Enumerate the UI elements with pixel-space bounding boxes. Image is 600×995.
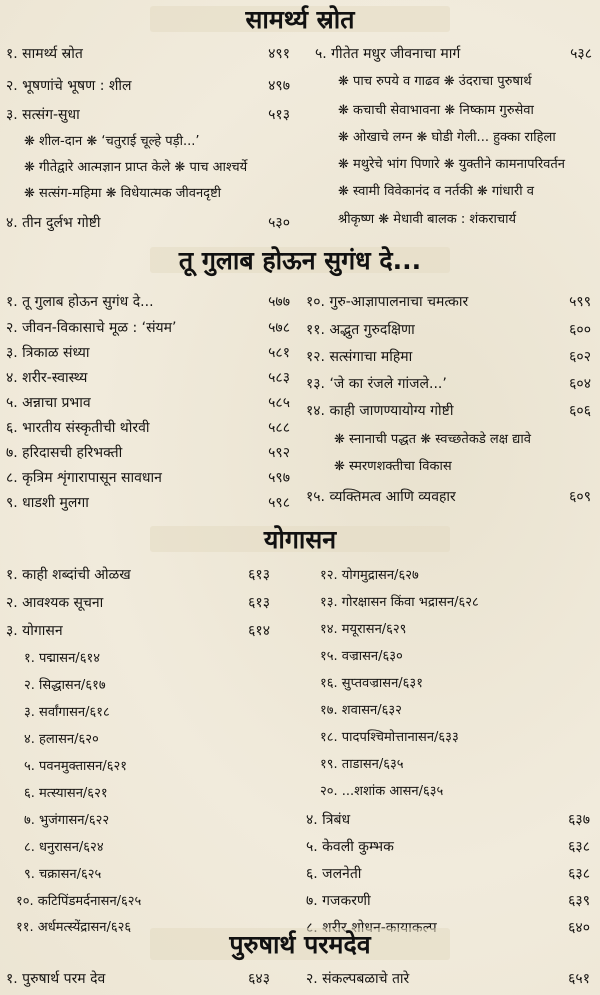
page-number: ५९२ (268, 445, 290, 461)
page-number: ५८३ (268, 370, 290, 386)
toc-subentry: १५. वज्रासन/६३० (320, 649, 403, 664)
toc-subentry: १९. ताडासन/६३५ (320, 757, 404, 772)
page-number: ६५१ (568, 971, 590, 987)
page-number: ५८८ (268, 420, 290, 436)
section-heading: सामर्थ्य स्रोत (0, 2, 600, 36)
toc-subentry: श्रीकृष्ण ❋ मेधावी बालक : शंकराचार्य (338, 212, 517, 227)
toc-entry: २. संकल्पबळाचे तारे (306, 971, 410, 987)
toc-subentry: १०. कटिपिंडमर्दनासन/६२५ (16, 894, 142, 909)
page-number: ६३८ (568, 839, 590, 855)
toc-subentry: ५. पवनमुक्तासन/६२१ (24, 759, 128, 774)
toc-subentry: ❋ सत्संग-महिमा ❋ विधेयात्मक जीवनदृष्टी (24, 186, 222, 201)
toc-subentry: ३. सर्वांगासन/६१८ (24, 705, 110, 720)
page-number: ६३७ (568, 812, 590, 828)
toc-subentry: ❋ पाच रुपये व गाढव ❋ उंदराचा पुरुषार्थ (338, 74, 532, 89)
toc-subentry: ❋ मथुरेचे भांग पिणारे ❋ युक्तीने कामनापरिवर्तन (338, 157, 566, 172)
toc-subentry: ४. हलासन/६२० (24, 732, 99, 747)
page-number: ६०९ (569, 489, 591, 505)
toc-entry: १५. व्यक्तिमत्व आणि व्यवहार (306, 489, 456, 505)
toc-entry: १. तू गुलाब होऊन सुगंध दे... (6, 294, 154, 310)
page-number: ६१३ (248, 595, 270, 611)
toc-entry: १. पुरुषार्थ परम देव (6, 971, 106, 987)
toc-entry: २. जीवन-विकासाचे मूळ : ‘संयम’ (6, 320, 177, 336)
toc-subentry: ११. अर्धमत्स्येंद्रासन/६२६ (16, 920, 132, 935)
page-number: ६४३ (248, 971, 270, 987)
page-number: ४९१ (268, 46, 290, 62)
toc-subentry: ❋ स्नानाची पद्धत ❋ स्वच्छतेकडे लक्ष द्यावे (334, 432, 531, 447)
page-number: ५३८ (570, 46, 592, 62)
toc-entry: ८. कृत्रिम शृंगारापासून सावधान (6, 470, 162, 486)
page-number: ५९७ (268, 470, 290, 486)
page-number: ६३८ (568, 866, 590, 882)
toc-entry: ७. गजकरणी (306, 893, 371, 909)
toc-subentry: २. सिद्धासन/६१७ (24, 678, 106, 693)
toc-subentry: ९. चक्रासन/६२५ (24, 867, 102, 882)
toc-subentry: १२. योगमुद्रासन/६२७ (320, 568, 419, 583)
page-number: ६०० (569, 322, 591, 338)
toc-subentry: १६. सुप्तवज्रासन/६३१ (320, 676, 423, 691)
page-number: ४९७ (268, 78, 290, 94)
toc-subentry: ❋ गीतेद्वारे आत्मज्ञान प्राप्त केले ❋ पाच आश्चर्ये (24, 160, 248, 175)
page-number: ६४० (568, 920, 590, 936)
toc-subentry: ❋ कचाची सेवाभावना ❋ निष्काम गुरुसेवा (338, 103, 534, 118)
page-number: ६०६ (569, 403, 591, 419)
toc-subentry: ६. मत्स्यासन/६२१ (24, 786, 108, 801)
toc-entry: १२. सत्संगाचा महिमा (306, 349, 413, 365)
toc-subentry: १४. मयूरासन/६२९ (320, 622, 407, 637)
toc-subentry: ❋ शील-दान ❋ ‘चतुराई चूल्हे पड़ी...’ (24, 134, 200, 149)
toc-subentry: ❋ स्वामी विवेकानंद व नर्तकी ❋ गांधारी व (338, 184, 534, 199)
section-heading: पुरुषार्थ परमदेव (0, 924, 600, 964)
page-number: ५८५ (268, 395, 290, 411)
toc-entry: ६. भारतीय संस्कृतीची थोरवी (6, 420, 150, 436)
toc-entry: १. काही शब्दांची ओळख (6, 567, 131, 583)
toc-entry: ५. गीतेत मधुर जीवनाचा मार्ग (315, 46, 461, 62)
toc-entry: २. भूषणांचे भूषण : शील (6, 78, 132, 94)
toc-entry: १०. गुरु-आज्ञापालनाचा चमत्कार (306, 294, 469, 310)
page-number: ५९९ (569, 294, 591, 310)
toc-entry: ६. जलनेती (306, 866, 362, 882)
toc-subentry: १३. गोरक्षासन किंवा भद्रासन/६२८ (320, 595, 479, 610)
toc-subentry: ७. भुजंगासन/६२२ (24, 813, 110, 828)
toc-entry: ३. त्रिकाळ संध्या (6, 345, 90, 361)
page-number: ५७७ (268, 294, 290, 310)
toc-entry: २. आवश्यक सूचना (6, 595, 104, 611)
toc-entry: ५. अन्नाचा प्रभाव (6, 395, 91, 411)
page-number: ५७८ (268, 320, 290, 336)
toc-subentry: ❋ ओखाचे लग्न ❋ घोडी गेली... हुक्का राहिला (338, 130, 556, 145)
toc-entry: ४. शरीर-स्वास्थ्य (6, 370, 88, 386)
page-number: ५९८ (268, 495, 290, 511)
toc-entry: ७. हरिदासची हरिभक्ती (6, 445, 123, 461)
toc-subentry: १८. पादपश्चिमोत्तानासन/६३३ (320, 730, 459, 745)
toc-entry: १४. काही जाणण्यायोग्य गोष्टी (306, 403, 454, 419)
page-number: ६०४ (569, 376, 591, 392)
toc-entry: ३. योगासन (6, 623, 63, 639)
page-number: ५८१ (268, 345, 290, 361)
toc-entry: ११. अद्भुत गुरुदक्षिणा (306, 322, 415, 338)
toc-entry: ४. तीन दुर्लभ गोष्टी (6, 215, 101, 231)
page-number: ६०२ (569, 349, 591, 365)
page-number: ५३० (268, 215, 290, 231)
page-number: ५१३ (268, 107, 290, 123)
toc-entry: ९. धाडशी मुलगा (6, 495, 89, 511)
toc-entry: ४. त्रिबंध (306, 812, 351, 828)
toc-subentry: १७. शवासन/६३२ (320, 703, 402, 718)
page-number: ६३९ (568, 893, 590, 909)
section-heading: तू गुलाब होऊन सुगंध दे... (0, 243, 600, 277)
toc-subentry: ❋ स्मरणशक्तीचा विकास (334, 459, 452, 474)
toc-subentry: ८. धनुरासन/६२४ (24, 840, 104, 855)
toc-subentry: १. पद्मासन/६१४ (24, 651, 100, 666)
section-heading: योगासन (0, 522, 600, 556)
page-number: ६१४ (248, 623, 270, 639)
toc-entry: १. सामर्थ्य स्रोत (6, 46, 83, 62)
toc-entry: ५. केवली कुम्भक (306, 839, 394, 855)
toc-entry: १३. ‘जे का रंजले गांजले...’ (306, 376, 447, 392)
page-number: ६१३ (248, 567, 270, 583)
toc-subentry: २०. ...शशांक आसन/६३५ (320, 784, 444, 799)
toc-entry: ३. सत्संग-सुधा (6, 107, 80, 123)
